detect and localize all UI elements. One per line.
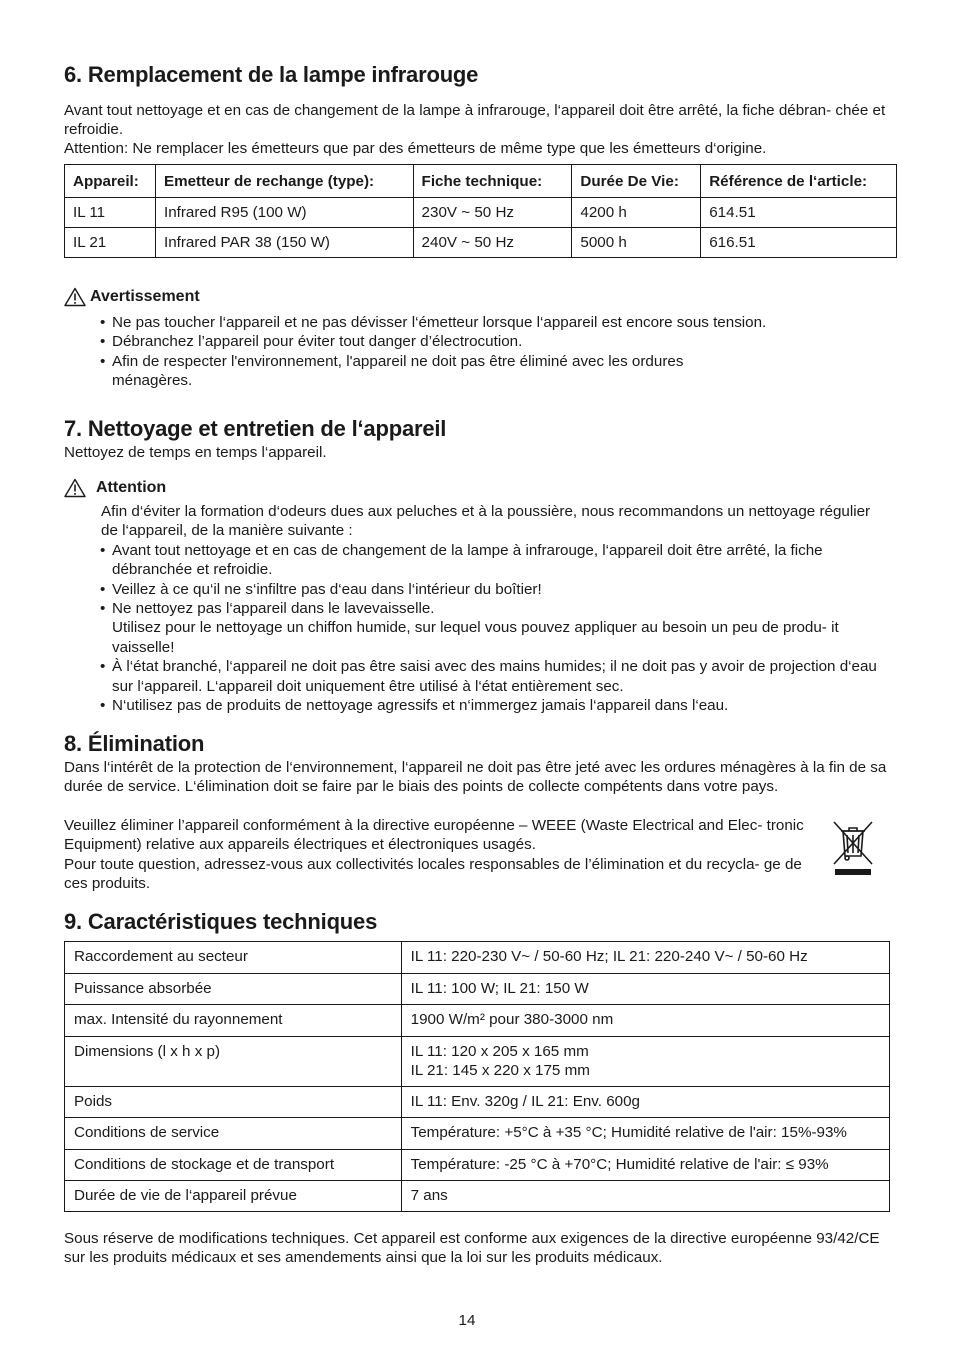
crossed-out-wheelie-bin-icon: [830, 818, 876, 878]
spec-label: Durée de vie de l‘appareil prévue: [65, 1181, 402, 1212]
table-header-cell: Fiche technique:: [413, 165, 572, 198]
table-header-cell: Référence de l‘article:: [701, 165, 897, 198]
warning-triangle-icon: [64, 287, 86, 307]
table-row: [65, 1087, 890, 1118]
table-row: [65, 1005, 890, 1037]
spec-label: max. Intensité du rayonnement: [65, 1005, 402, 1037]
list-item: • Ne nettoyez pas l‘appareil dans le lavevaisselle.: [100, 600, 435, 618]
list-item-text: Avant tout nettoyage et en cas de changement de la lampe à infrarouge, l‘appareil doit être arrêté, la fiche débranchée et refroidie.: [112, 541, 823, 579]
warning-heading: [64, 287, 200, 307]
spec-value: Température: +5°C à +35 °C; Humidité relative de l'air: 15%-93%: [401, 1118, 889, 1150]
spec-label: Puissance absorbée: [65, 974, 402, 1005]
section-8-p3: Pour toute question, adressez-vous aux collectivités locales responsables de l’élimination et du recycla- ge de ces produits.: [64, 856, 802, 893]
table-row: [65, 198, 897, 228]
spec-value: 1900 W/m² pour 380-3000 nm: [401, 1005, 889, 1037]
table-header-cell: Appareil:: [65, 165, 156, 198]
list-item: • Afin de respecter l'environnement, l'appareil ne doit pas être éliminé avec les ordures ménagères.: [100, 352, 800, 391]
table-row: [65, 942, 890, 974]
list-item: • Veillez à ce qu‘il ne s‘infiltre pas d‘eau dans l‘intérieur du boîtier!: [100, 580, 542, 598]
table-row: [65, 974, 890, 1005]
spec-label: Conditions de service: [65, 1118, 402, 1150]
table-cell: IL 21: [65, 228, 156, 258]
table-header-cell: Durée De Vie:: [572, 165, 701, 198]
list-item: • Débranchez l’appareil pour éviter tout danger d’électrocution.: [100, 333, 523, 351]
table-header-cell: Emetteur de rechange (type):: [155, 165, 413, 198]
spec-value: IL 11: 120 x 205 x 165 mm: [410, 1043, 589, 1060]
table-header-row: [65, 165, 897, 198]
warning-list: [100, 313, 800, 391]
section-8-title: 8. Élimination: [64, 731, 205, 756]
spec-value: 7 ans: [401, 1181, 889, 1212]
table-cell: 230V ~ 50 Hz: [413, 198, 572, 228]
list-item-text: Débranchez l’appareil pour éviter tout danger d’électrocution.: [112, 333, 523, 351]
spec-label: Raccordement au secteur: [65, 942, 402, 974]
list-item: • À l‘état branché, l‘appareil ne doit pas être saisi avec des mains humides; il ne doit pas y avoir de projection d‘eau sur l‘appareil. L‘appareil doit uniquement être utilisé à l‘état entièrement sec.: [100, 657, 890, 696]
list-item-text: Afin de respecter l'environnement, l'appareil ne doit pas être éliminé avec les ordures ménagères.: [112, 352, 684, 390]
table-cell: Infrared R95 (100 W): [155, 198, 413, 228]
list-item-text: Ne pas toucher l‘appareil et ne pas dévisser l‘émetteur lorsque l‘appareil est encore sous tension.: [112, 314, 767, 331]
list-item-text: À l‘état branché, l‘appareil ne doit pas être saisi avec des mains humides; il ne doit pas y avoir de projection d‘eau sur l‘appareil. L‘appareil doit uniquement être utilisé à l‘état entièrement sec.: [112, 658, 877, 695]
section-8-p2: Veuillez éliminer l’appareil conformément à la directive européenne – WEEE (Waste Electrical and Elec- tronic Equipment) relative aux appareils électriques et électroniques usagés.: [64, 817, 804, 854]
section-6-attention: Attention: Ne remplacer les émetteurs que par des émetteurs de même type que les émetteurs d‘origine.: [64, 140, 767, 157]
spec-label: Poids: [65, 1087, 402, 1118]
warning-title: Avertissement: [90, 288, 200, 305]
technical-specs-table: [64, 941, 890, 1212]
table-row: [65, 228, 897, 258]
section-7-intro: Nettoyez de temps en temps l‘appareil.: [64, 444, 327, 461]
spec-label: Dimensions (l x h x p): [65, 1037, 402, 1087]
list-item: • N‘utilisez pas de produits de nettoyage agressifs et n‘immergez jamais l‘appareil dans l‘eau.: [100, 697, 729, 715]
table-cell: IL 11: [65, 198, 156, 228]
section-7-title: 7. Nettoyage et entretien de l‘appareil: [64, 416, 447, 441]
list-item-text: N‘utilisez pas de produits de nettoyage agressifs et n‘immergez jamais l‘appareil dans l‘eau.: [112, 697, 729, 715]
section-8-p1: Dans l‘intérêt de la protection de l‘environnement, l‘appareil ne doit pas être jeté avec les ordures ménagères à la fin de sa durée de service. L‘élimination doit se faire par le biais des points de collecte compétents dans votre pays.: [64, 759, 887, 796]
spec-value: IL 21: 145 x 220 x 175 mm: [410, 1062, 590, 1079]
list-item-text: Ne nettoyez pas l‘appareil dans le lavevaisselle.: [112, 600, 435, 618]
list-item: • Avant tout nettoyage et en cas de changement de la lampe à infrarouge, l‘appareil doit être arrêté, la fiche débranchée et refroidie.: [100, 541, 890, 580]
table-row: [65, 1181, 890, 1212]
attention-title: Attention: [96, 479, 167, 496]
section-9-title: 9. Caractéristiques techniques: [64, 909, 378, 934]
table-cell: Infrared PAR 38 (150 W): [155, 228, 413, 258]
spec-value: Température: -25 °C à +70°C; Humidité relative de l'air: ≤ 93%: [401, 1150, 889, 1181]
attention-heading: [64, 478, 166, 498]
spec-value: IL 11: Env. 320g / IL 21: Env. 600g: [401, 1087, 889, 1118]
list-item-continuation: Utilisez pour le nettoyage un chiffon humide, sur lequel vous pouvez appliquer au besoin un peu de produ- it vaisselle!: [112, 619, 839, 656]
spec-value: IL 11: 220-230 V~ / 50-60 Hz; IL 21: 220-240 V~ / 50-60 Hz: [401, 942, 889, 974]
table-cell: 240V ~ 50 Hz: [413, 228, 572, 258]
list-item-text: Veillez à ce qu‘il ne s‘infiltre pas d‘eau dans l‘intérieur du boîtier!: [112, 580, 542, 598]
attention-lead: Afin d‘éviter la formation d‘odeurs dues aux peluches et à la poussière, nous recommandons un nettoyage régulier de l‘appareil, de la manière suivante :: [101, 503, 871, 540]
spec-value-multiline: [401, 1037, 889, 1087]
list-item: • Ne pas toucher l‘appareil et ne pas dévisser l‘émetteur lorsque l‘appareil est encore sous tension.: [100, 314, 767, 331]
page-number: 14: [458, 1312, 476, 1329]
table-cell: 616.51: [701, 228, 897, 258]
section-6-intro: Avant tout nettoyage et en cas de changement de la lampe à infrarouge, l‘appareil doit être arrêté, la fiche débran- chée et refroidie.: [64, 102, 886, 139]
warning-triangle-icon: [64, 478, 86, 498]
table-row: [65, 1037, 890, 1087]
table-cell: 614.51: [701, 198, 897, 228]
attention-block: [100, 502, 890, 715]
table-cell: 4200 h: [572, 198, 701, 228]
table-cell: 5000 h: [572, 228, 701, 258]
spec-value: IL 11: 100 W; IL 21: 150 W: [401, 974, 889, 1005]
table-row: [65, 1118, 890, 1150]
section-6-title: 6. Remplacement de la lampe infrarouge: [64, 62, 479, 87]
table-row: [65, 1150, 890, 1181]
replacement-lamp-table: [64, 164, 897, 258]
spec-label: Conditions de stockage et de transport: [65, 1150, 402, 1181]
footer-note: Sous réserve de modifications techniques. Cet appareil est conforme aux exigences de la directive européenne 93/42/CE sur les produits médicaux et ses amendements ainsi que la loi sur les produits médicaux.: [64, 1230, 880, 1267]
